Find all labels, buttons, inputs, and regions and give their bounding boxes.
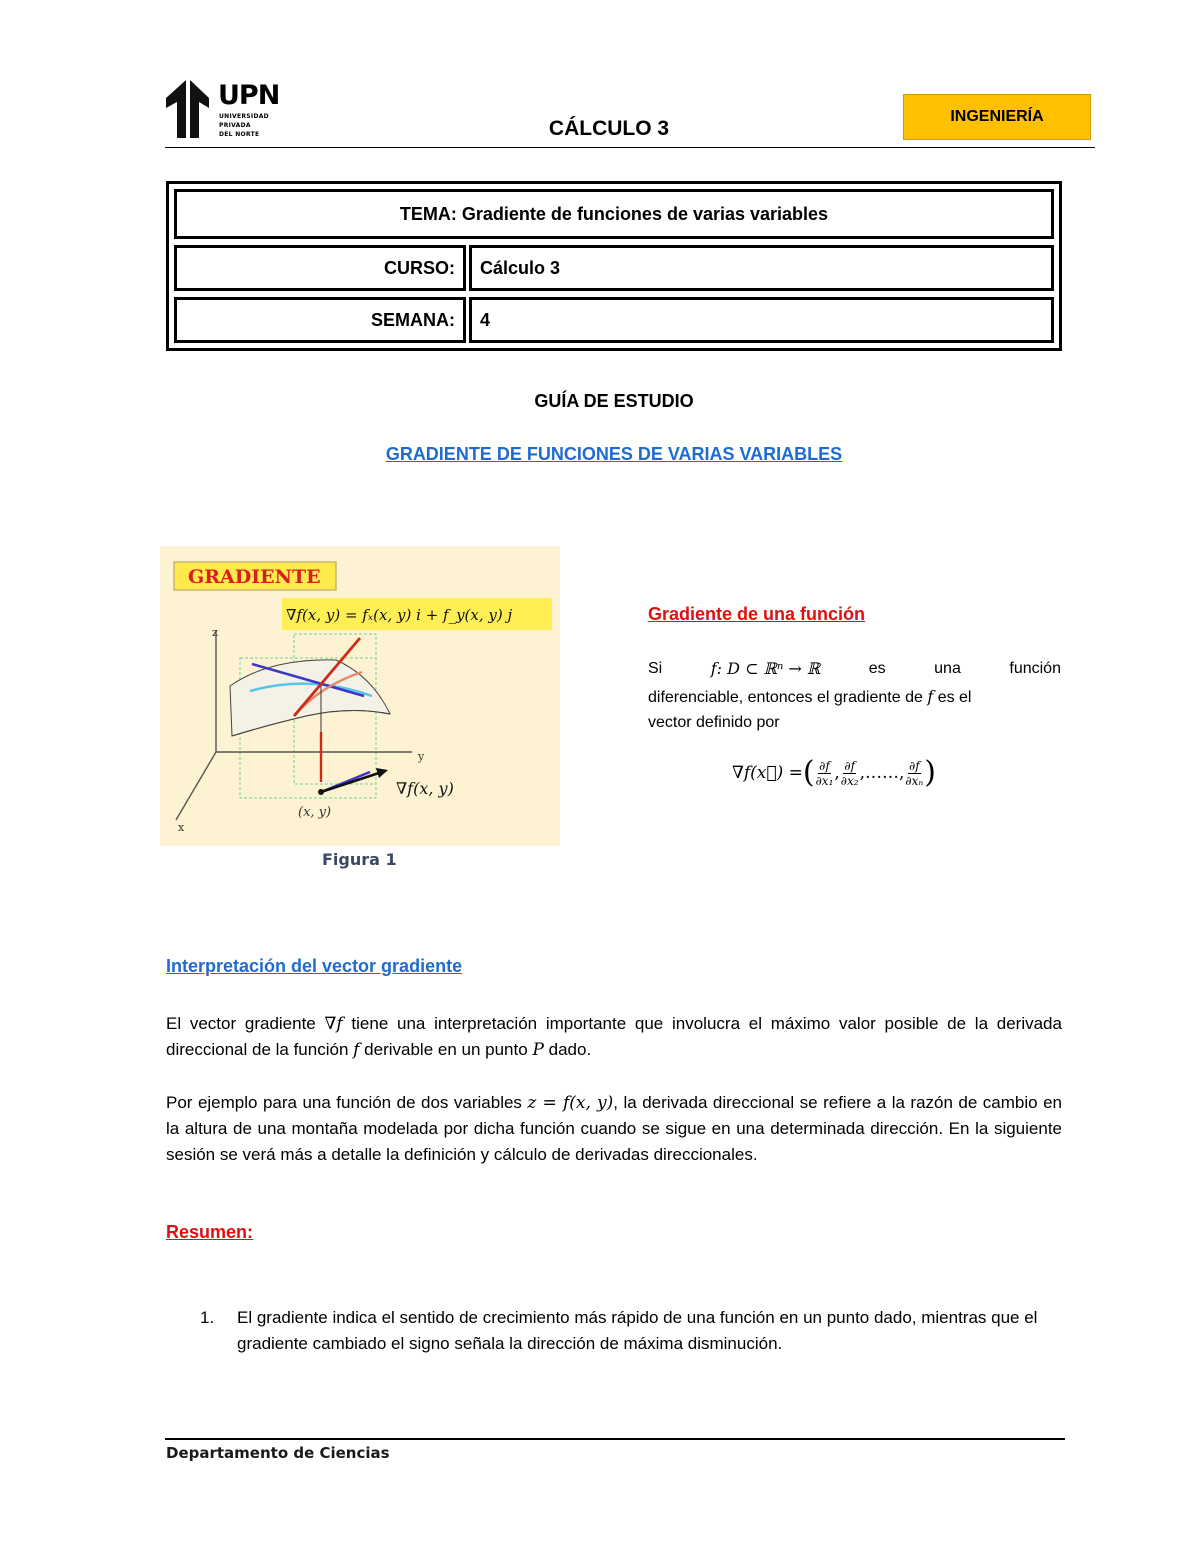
guide-subtitle: GRADIENTE DE FUNCIONES DE VARIAS VARIABLES xyxy=(385,444,843,464)
interpretation-paragraph-1: El vector gradiente ∇f tiene una interpretación importante que involucra el máximo valor posible de la derivada direccional de la función f derivable en un punto P dado. xyxy=(166,1014,1062,1060)
figure-caption: Figura 1 xyxy=(322,850,397,869)
tema-cell: TEMA: Gradiente de funciones de varias variables xyxy=(174,189,1054,239)
curso-label: CURSO: xyxy=(174,245,466,291)
footer-divider xyxy=(165,1438,1065,1440)
def-line2-a: diferenciable, entonces el gradiente de xyxy=(648,689,923,706)
figure-banner: GRADIENTE xyxy=(188,566,321,588)
axis-y-label: y xyxy=(418,750,425,763)
def-es: es xyxy=(868,660,886,677)
def-f: f xyxy=(927,687,934,706)
interpretation-heading: Interpretación del vector gradiente xyxy=(166,956,463,976)
document-title: CÁLCULO 3 xyxy=(548,117,670,140)
info-table xyxy=(166,181,1062,351)
definition-line-3: vector definido por xyxy=(648,714,780,731)
def-si: Si xyxy=(648,660,663,677)
formula-lhs: ∇f(x⃗) = xyxy=(732,763,803,783)
logo-sub-line-3: DEL NORTE xyxy=(219,131,260,138)
def-funcion: función xyxy=(1009,660,1061,677)
gradient-formula: ∇f(x⃗) = ( $\frac{\partial f}{\text{∂x₁}}$ , $\frac{\partial f}{\text{∂x₂}}$ , …… , $\frac{\partial f}{\text{∂xₙ}}$ ) xyxy=(732,755,936,790)
summary-heading: Resumen: xyxy=(166,1222,254,1242)
curso-value: Cálculo 3 xyxy=(469,245,1054,291)
partial-1: $\frac{\partial f}{\text{∂x₁}}$ xyxy=(815,758,834,788)
partial-2: $\frac{\partial f}{\text{∂x₂}}$ xyxy=(840,758,859,788)
header-divider xyxy=(165,147,1095,148)
semana-value: 4 xyxy=(469,297,1054,343)
axis-z-label: z xyxy=(212,626,218,639)
interpretation-paragraph-2: Por ejemplo para una función de dos variables z = f(x, y), la derivada direccional se refiere a la razón de cambio en la altura de una montaña modelada por dicha función cuando se sigue en una determinada dirección. En la siguiente sesión se verá más a detalle la definición y cálculo de derivadas direccionales. xyxy=(166,1093,1062,1164)
axis-x-label: x xyxy=(178,821,185,834)
gradient-figure xyxy=(160,546,560,846)
partial-n: $\frac{\partial f}{\text{∂xₙ}}$ xyxy=(905,758,924,788)
department-badge: INGENIERÍA xyxy=(903,94,1091,140)
summary-item-number: 1. xyxy=(200,1308,215,1327)
definition-line-2 xyxy=(648,686,1061,709)
gradient-vector-label: ∇f(x, y) xyxy=(396,779,454,798)
point-label: (x, y) xyxy=(298,805,332,820)
def-mapping: f: D ⊂ ℝⁿ → ℝ xyxy=(710,659,821,678)
guide-title: GUÍA DE ESTUDIO xyxy=(534,391,694,411)
logo-wordmark: UPN xyxy=(218,80,280,111)
grad-symbol: ∇f xyxy=(324,1014,343,1034)
definition-line-1 xyxy=(648,658,1061,680)
summary-item-text: El gradiente indica el sentido de crecimiento más rápido de una función en un punto dado, mientras que el gradiente cambiado el signo señala la dirección de máxima disminución. xyxy=(237,1308,1038,1353)
definition-heading: Gradiente de una función xyxy=(648,604,866,624)
logo-sub-line-2: PRIVADA xyxy=(219,122,251,129)
def-una: una xyxy=(934,660,961,677)
semana-label: SEMANA: xyxy=(174,297,466,343)
def-line2-b: es el xyxy=(937,689,972,706)
logo-sub-line-1: UNIVERSIDAD xyxy=(219,113,269,120)
footer-text: Departamento de Ciencias xyxy=(166,1444,390,1462)
formula-dots: …… xyxy=(865,763,899,783)
figure-formula: ∇f(x, y) = fₓ(x, y) i + f_y(x, y) j xyxy=(286,606,513,624)
